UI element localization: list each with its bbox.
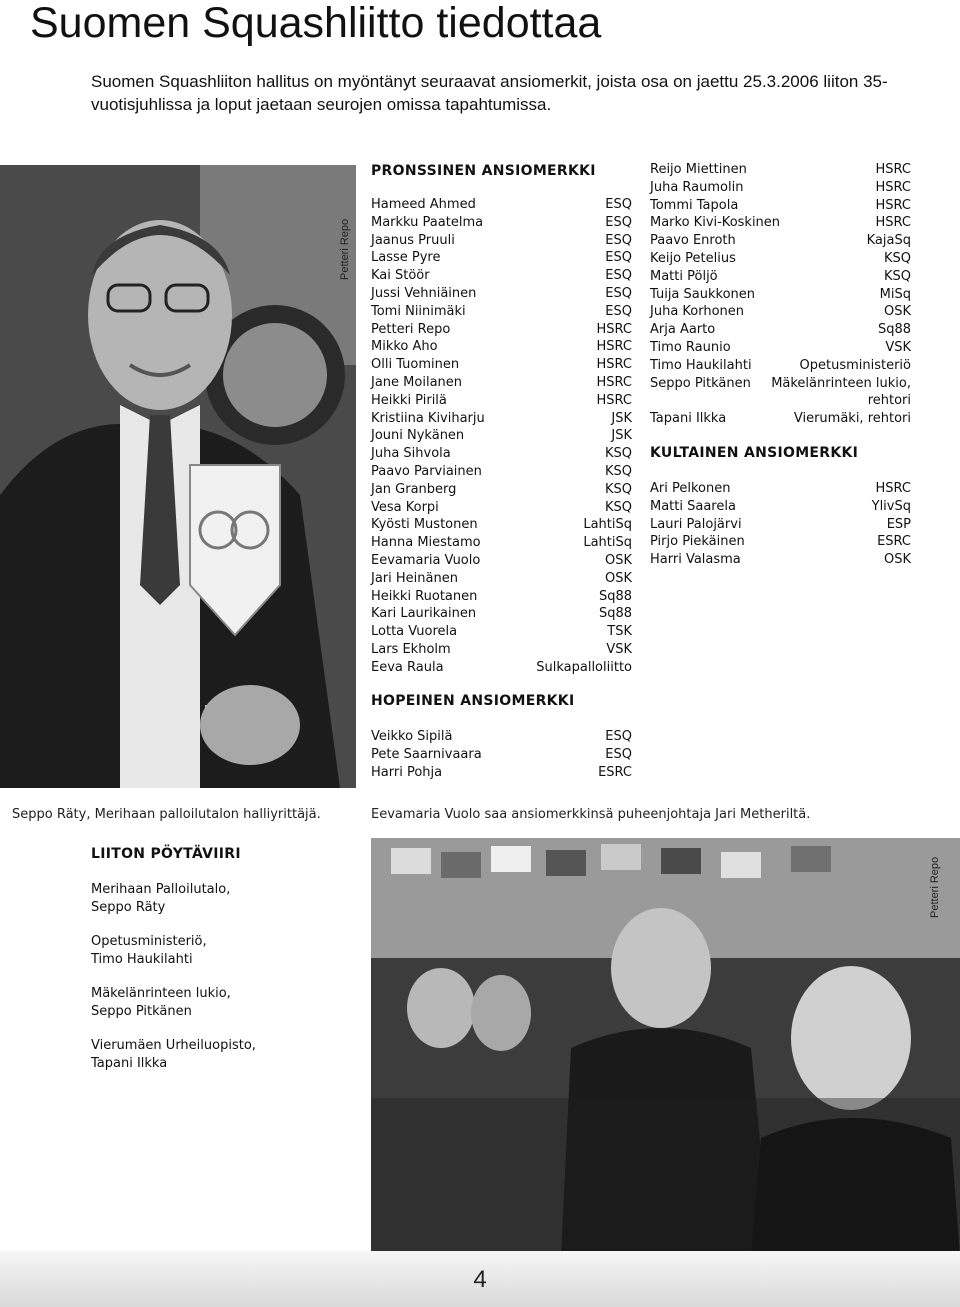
recipient-name: Kristiina Kiviharju bbox=[371, 410, 485, 426]
recipient-club: ESRC bbox=[598, 764, 632, 780]
award-row bbox=[371, 249, 632, 267]
caption-left: Seppo Räty, Merihaan palloilutalon halliyrittäjä. bbox=[12, 807, 321, 822]
recipient-name: Marko Kivi-Koskinen bbox=[650, 215, 781, 231]
recipient-name: Matti Saarela bbox=[650, 498, 736, 514]
recipient-name: Juha Korhonen bbox=[650, 304, 745, 320]
award-row bbox=[371, 764, 632, 782]
recipient-name: Eeva Raula bbox=[371, 659, 444, 675]
award-row bbox=[371, 445, 632, 463]
award-row bbox=[371, 605, 632, 623]
recipient-club: LahtiSq bbox=[583, 535, 632, 551]
recipient-name: Pete Saarnivaara bbox=[371, 746, 482, 762]
pennant-entry-line: Merihaan Palloilutalo, bbox=[91, 882, 231, 897]
recipient-club: ESRC bbox=[877, 534, 911, 550]
award-row bbox=[650, 179, 911, 197]
award-row bbox=[371, 267, 632, 285]
recipient-name: Lauri Palojärvi bbox=[650, 516, 742, 532]
recipient-name: Ari Pelkonen bbox=[650, 481, 731, 496]
award-row bbox=[371, 641, 632, 659]
recipient-name: Eevamaria Vuolo bbox=[371, 552, 481, 568]
ceremony-illustration bbox=[371, 838, 960, 1256]
pennant-entry bbox=[91, 1037, 351, 1072]
recipient-name: Tapani Ilkka bbox=[650, 411, 727, 427]
pennant-heading: LIITON PÖYTÄVIIRI bbox=[91, 846, 241, 862]
recipient-name: Lasse Pyre bbox=[371, 250, 441, 266]
award-row bbox=[650, 321, 911, 339]
award-row bbox=[650, 286, 911, 304]
recipient-club: VSK bbox=[885, 339, 911, 355]
recipient-club: HSRC bbox=[596, 339, 632, 355]
recipient-club: ESQ bbox=[605, 303, 632, 319]
recipient-club: HSRC bbox=[596, 374, 632, 390]
recipient-club: ESQ bbox=[605, 729, 632, 744]
award-row bbox=[371, 728, 632, 746]
silver-list bbox=[371, 728, 632, 781]
portrait-illustration bbox=[0, 165, 356, 788]
recipient-club: YlivSq bbox=[871, 498, 911, 514]
recipient-name: Timo Haukilahti bbox=[650, 357, 752, 373]
recipient-club: KSQ bbox=[604, 463, 632, 479]
page-number: 4 bbox=[473, 1266, 487, 1293]
recipient-club: KSQ bbox=[604, 446, 632, 462]
award-row bbox=[650, 268, 911, 286]
pennant-entry-line: Timo Haukilahti bbox=[91, 951, 193, 967]
recipient-club: HSRC bbox=[875, 179, 911, 195]
recipient-club: HSRC bbox=[596, 357, 632, 373]
recipient-club: ESP bbox=[886, 516, 911, 532]
award-row bbox=[371, 214, 632, 232]
recipient-club: Sulkapalloliitto bbox=[536, 659, 632, 675]
award-row bbox=[371, 374, 632, 392]
award-row bbox=[371, 303, 632, 321]
intro-paragraph: Suomen Squashliiton hallitus on myöntänyt seuraavat ansiomerkit, joista osa on jaettu 25.3.2006 liiton 35-vuotisjuhlissa ja loput jaetaan seurojen omissa tapahtumissa. bbox=[91, 72, 888, 114]
recipient-name: Heikki Pirilä bbox=[371, 392, 447, 408]
silver-heading: HOPEINEN ANSIOMERKKI bbox=[371, 693, 575, 709]
recipient-name: Juha Raumolin bbox=[650, 179, 744, 195]
page-title: Suomen Squashliitto tiedottaa bbox=[30, 0, 602, 47]
recipient-club: ESQ bbox=[605, 232, 632, 248]
recipient-club: OSK bbox=[604, 552, 632, 568]
recipient-club: Sq88 bbox=[598, 588, 632, 604]
award-row bbox=[371, 356, 632, 374]
recipient-name: Jan Granberg bbox=[371, 481, 457, 497]
recipient-club: Vierumäki, rehtori bbox=[793, 411, 911, 427]
award-row bbox=[371, 232, 632, 250]
award-row bbox=[650, 375, 911, 411]
recipient-name: Pirjo Piekäinen bbox=[650, 534, 745, 550]
award-row bbox=[650, 232, 911, 250]
award-row bbox=[650, 516, 911, 534]
pennant-entry-line: Tapani Ilkka bbox=[91, 1055, 168, 1071]
pennant-entry-line: Vierumäen Urheiluopisto, bbox=[91, 1038, 256, 1053]
award-row bbox=[650, 250, 911, 268]
recipient-name: Arja Aarto bbox=[650, 322, 716, 338]
award-row bbox=[371, 481, 632, 499]
recipient-club: HSRC bbox=[875, 162, 911, 177]
recipient-club: LahtiSq bbox=[583, 517, 632, 533]
award-row bbox=[371, 463, 632, 481]
award-row bbox=[371, 659, 632, 677]
recipient-club: ESQ bbox=[605, 214, 632, 230]
award-row bbox=[371, 516, 632, 534]
award-row bbox=[371, 392, 632, 410]
recipient-club: HSRC bbox=[875, 215, 911, 231]
recipient-name: Harri Pohja bbox=[371, 764, 443, 780]
recipient-name: Tomi Niinimäki bbox=[371, 303, 466, 319]
award-row bbox=[650, 357, 911, 375]
recipient-club: HSRC bbox=[596, 321, 632, 337]
photo-credit-bottom: Petteri Repo bbox=[929, 856, 941, 918]
recipient-club: JSK bbox=[611, 410, 632, 426]
award-row bbox=[650, 480, 911, 498]
recipient-club: ESQ bbox=[605, 250, 632, 266]
pennant-entry-line: Opetusministeriö, bbox=[91, 934, 207, 949]
pennant-entry bbox=[91, 881, 351, 916]
pennant-entry-line: Mäkelänrinteen lukio, bbox=[91, 986, 231, 1001]
recipient-club: OSK bbox=[883, 552, 911, 568]
recipient-name: Matti Pöljö bbox=[650, 268, 718, 284]
award-row bbox=[371, 427, 632, 445]
recipient-club: KajaSq bbox=[866, 233, 911, 249]
recipient-club: Sq88 bbox=[877, 322, 911, 338]
recipient-club: HSRC bbox=[875, 481, 911, 496]
recipient-name: Jussi Vehniäinen bbox=[371, 285, 477, 301]
award-row bbox=[371, 623, 632, 641]
recipient-name: Tuija Saukkonen bbox=[650, 286, 756, 302]
portrait-photo bbox=[0, 165, 356, 788]
recipient-name: Paavo Enroth bbox=[650, 233, 736, 249]
recipient-name: Hanna Miestamo bbox=[371, 535, 481, 551]
award-row bbox=[371, 588, 632, 606]
recipient-name: Jane Moilanen bbox=[371, 374, 463, 390]
award-row bbox=[650, 533, 911, 551]
award-row bbox=[371, 570, 632, 588]
recipient-club: KSQ bbox=[883, 268, 911, 284]
recipient-club: HSRC bbox=[596, 392, 632, 408]
recipient-club: Sq88 bbox=[598, 606, 632, 622]
recipient-club: ESQ bbox=[605, 197, 632, 212]
recipient-name: Veikko Sipilä bbox=[371, 729, 453, 744]
recipient-name: Juha Sihvola bbox=[371, 446, 451, 462]
recipient-club: MiSq bbox=[879, 286, 911, 302]
recipient-club: KSQ bbox=[604, 481, 632, 497]
recipient-name: Petteri Repo bbox=[371, 321, 451, 337]
recipient-name: Jouni Nykänen bbox=[371, 428, 465, 444]
award-row bbox=[371, 552, 632, 570]
recipient-name: Kyösti Mustonen bbox=[371, 517, 478, 533]
recipient-name: Jari Heinänen bbox=[371, 570, 458, 586]
award-row bbox=[650, 197, 911, 215]
recipient-name: Vesa Korpi bbox=[371, 499, 439, 515]
recipient-club: TSK bbox=[607, 624, 632, 640]
recipient-club: ESQ bbox=[605, 268, 632, 284]
recipient-name: Hameed Ahmed bbox=[371, 197, 476, 212]
award-row bbox=[650, 214, 911, 232]
photo-credit-top: Petteri Repo bbox=[339, 218, 351, 280]
recipient-name: Mikko Aho bbox=[371, 339, 438, 355]
recipient-club: OSK bbox=[604, 570, 632, 586]
bronze-list bbox=[371, 196, 632, 677]
recipient-club: OSK bbox=[883, 304, 911, 320]
recipient-name: Heikki Ruotanen bbox=[371, 588, 478, 604]
award-row bbox=[371, 285, 632, 303]
recipient-club: VSK bbox=[606, 641, 632, 657]
award-row bbox=[371, 499, 632, 517]
table-pennant-section bbox=[91, 845, 351, 1089]
award-row bbox=[371, 410, 632, 428]
award-row bbox=[371, 321, 632, 339]
award-row bbox=[650, 303, 911, 321]
bronze-continued-list bbox=[650, 161, 911, 428]
recipient-name: Lars Ekholm bbox=[371, 641, 451, 657]
award-row bbox=[371, 338, 632, 356]
pennant-entry-line: Seppo Pitkänen bbox=[91, 1003, 192, 1019]
recipient-name: Kai Stöör bbox=[371, 268, 430, 284]
recipient-name: Markku Paatelma bbox=[371, 214, 484, 230]
recipient-club: ESQ bbox=[605, 746, 632, 762]
recipient-name: Jaanus Pruuli bbox=[371, 232, 455, 248]
recipient-club: ESQ bbox=[605, 285, 632, 301]
award-row bbox=[371, 196, 632, 214]
award-row bbox=[650, 339, 911, 357]
award-row bbox=[650, 161, 911, 179]
gold-heading: KULTAINEN ANSIOMERKKI bbox=[650, 445, 859, 461]
recipient-club: KSQ bbox=[883, 250, 911, 266]
ceremony-photo bbox=[371, 838, 960, 1256]
gold-list bbox=[650, 480, 911, 569]
award-row bbox=[371, 746, 632, 764]
pennant-entry-line: Seppo Räty bbox=[91, 899, 166, 915]
recipient-name: Reijo Miettinen bbox=[650, 162, 747, 177]
pennant-entry bbox=[91, 985, 351, 1020]
recipient-club: Opetusministeriö bbox=[799, 357, 911, 373]
recipient-club: Mäkelänrinteen lukio, rehtori bbox=[771, 375, 911, 409]
recipient-name: Olli Tuominen bbox=[371, 357, 460, 373]
recipient-name: Timo Raunio bbox=[650, 339, 731, 355]
recipient-name: Lotta Vuorela bbox=[371, 624, 458, 640]
caption-right: Eevamaria Vuolo saa ansiomerkkinsä puheenjohtaja Jari Metheriltä. bbox=[371, 807, 811, 822]
recipient-name: Keijo Petelius bbox=[650, 250, 736, 266]
pennant-entry bbox=[91, 933, 351, 968]
recipient-name: Tommi Tapola bbox=[650, 197, 739, 213]
award-row bbox=[650, 410, 911, 428]
recipient-name: Kari Laurikainen bbox=[371, 606, 477, 622]
award-row bbox=[650, 551, 911, 569]
award-row bbox=[650, 498, 911, 516]
award-row bbox=[371, 534, 632, 552]
recipient-club: KSQ bbox=[604, 499, 632, 515]
bronze-heading: PRONSSINEN ANSIOMERKKI bbox=[371, 163, 596, 179]
recipient-club: JSK bbox=[611, 428, 632, 444]
recipient-name: Seppo Pitkänen bbox=[650, 375, 751, 391]
recipient-name: Harri Valasma bbox=[650, 552, 741, 568]
recipient-name: Paavo Parviainen bbox=[371, 463, 482, 479]
recipient-club: HSRC bbox=[875, 197, 911, 213]
